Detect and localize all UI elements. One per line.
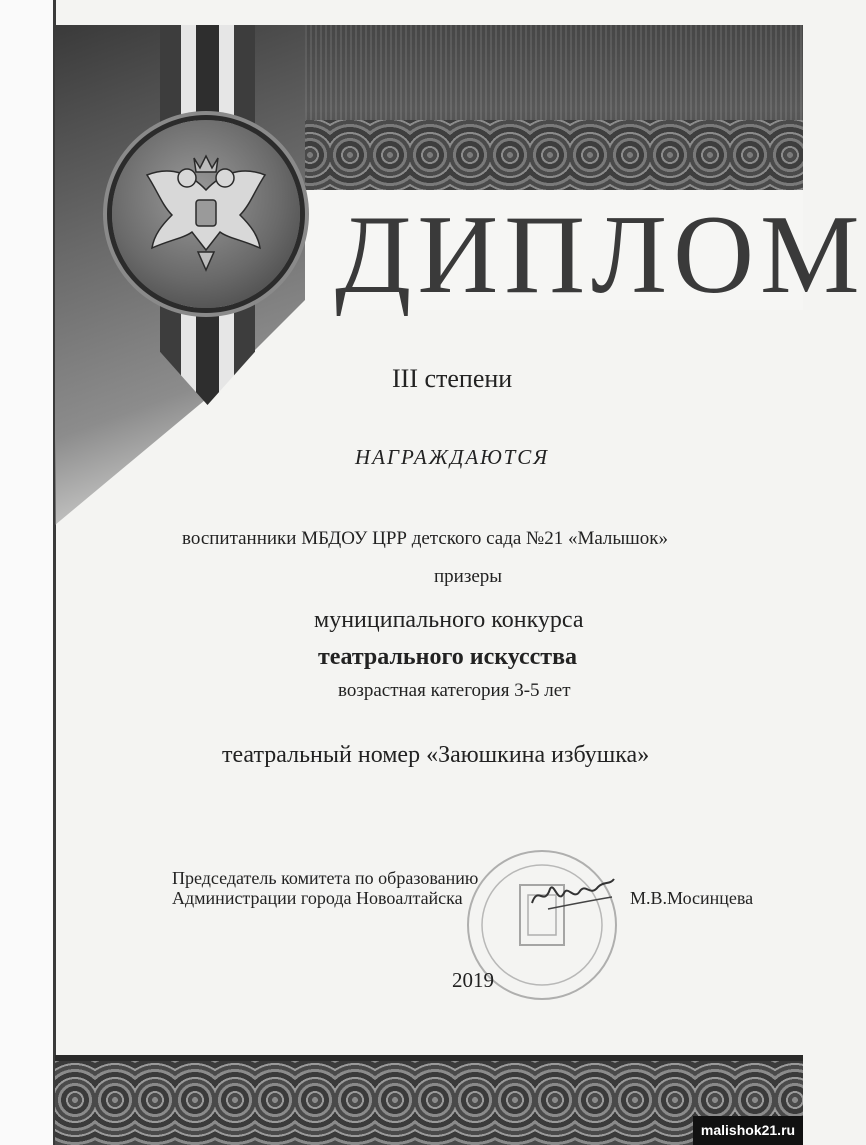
double-headed-eagle-icon: [112, 120, 300, 308]
performance-title: театральный номер «Заюшкина избушка»: [222, 742, 650, 768]
recipients-text: воспитанники МБДОУ ЦРР детского сада №21 «Малышок»: [182, 528, 669, 549]
handwritten-signature: [528, 875, 618, 915]
bottom-ornamental-border: [55, 1055, 803, 1145]
age-category: возрастная категория 3-5 лет: [338, 680, 571, 701]
page-edge: [0, 0, 55, 1145]
status-text: призеры: [434, 566, 503, 587]
contest-line-1: муниципального конкурса: [314, 607, 584, 633]
degree-label: III степени: [392, 364, 513, 393]
emblem-seal: [112, 120, 300, 308]
site-watermark: malishok21.ru: [693, 1116, 803, 1145]
signatory-name: М.В.Мосинцева: [630, 888, 754, 908]
bottom-border-line: [55, 1055, 803, 1061]
year-label: 2019: [452, 968, 494, 992]
top-ornament-pattern: [290, 120, 803, 190]
contest-line-2: театрального искусства: [318, 644, 578, 670]
diploma-title: ДИПЛОМ: [335, 193, 866, 317]
signatory-title-line-1: Председатель комитета по образованию: [172, 868, 479, 888]
awarded-heading: НАГРАЖДАЮТСЯ: [355, 445, 550, 469]
signatory-title-line-2: Администрации города Новоалтайска: [172, 888, 463, 908]
